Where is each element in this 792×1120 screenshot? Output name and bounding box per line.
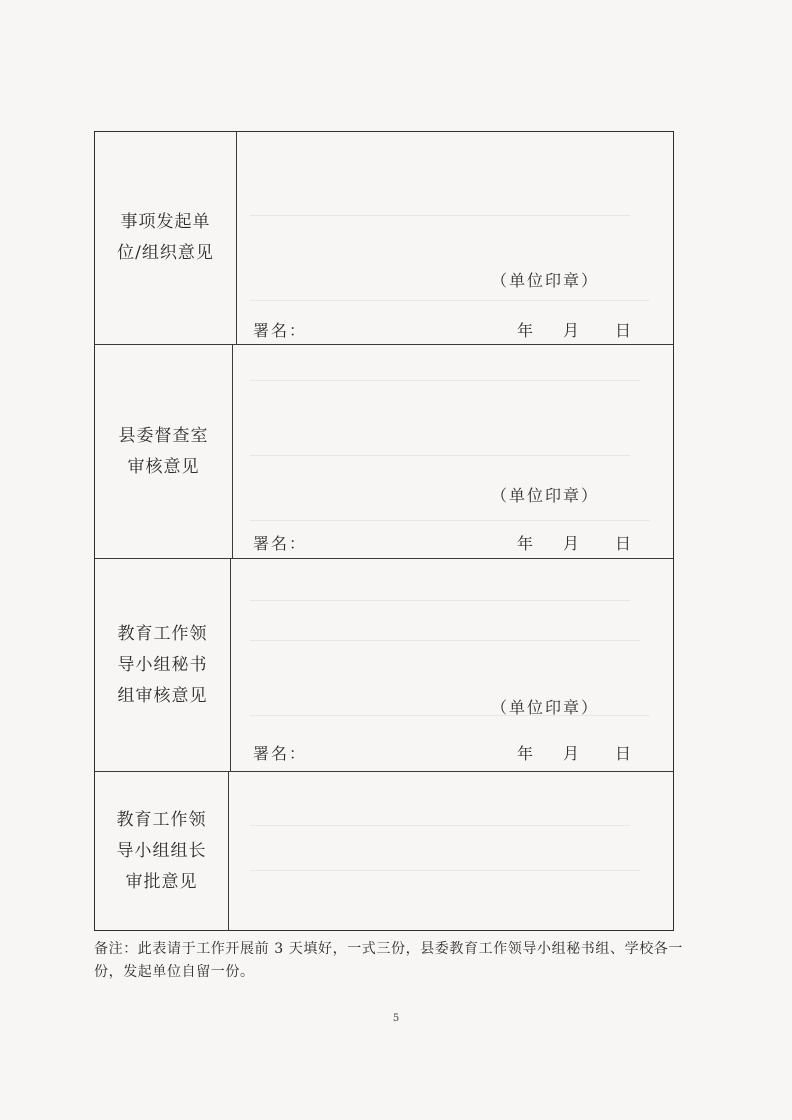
form-row-supervision bbox=[95, 344, 673, 558]
date-day-label: 日 bbox=[615, 744, 632, 763]
date-month-label: 月 bbox=[563, 321, 580, 340]
unit-seal-label: （单位印章） bbox=[491, 486, 600, 505]
date-year-label: 年 bbox=[517, 321, 534, 340]
signature-label: 署名： bbox=[253, 744, 308, 763]
approval-form-table bbox=[94, 131, 674, 931]
row-label: 县委督查室审核意见 bbox=[118, 425, 209, 477]
row-label-cell bbox=[95, 772, 229, 930]
unit-seal-label: （单位印章） bbox=[491, 271, 600, 290]
unit-seal-label: （单位印章） bbox=[491, 698, 600, 717]
date-month-label: 月 bbox=[563, 534, 580, 553]
row-label: 事项发起单位/组织意见 bbox=[117, 212, 214, 263]
signature-label: 署名： bbox=[253, 321, 308, 340]
row-label-cell bbox=[95, 559, 231, 771]
date-month-label: 月 bbox=[563, 744, 580, 763]
page-number: 5 bbox=[392, 1013, 400, 1024]
form-row-initiator bbox=[95, 132, 673, 344]
form-row-secretariat bbox=[95, 558, 673, 771]
date-year-label: 年 bbox=[517, 744, 534, 763]
row-label-cell bbox=[95, 345, 233, 558]
signature-label: 署名： bbox=[253, 534, 308, 553]
date-day-label: 日 bbox=[615, 321, 632, 340]
row-label: 教育工作领导小组秘书组审核意见 bbox=[117, 623, 208, 706]
date-day-label: 日 bbox=[615, 534, 632, 553]
form-row-leader bbox=[95, 771, 673, 930]
row-label: 教育工作领导小组组长审批意见 bbox=[116, 809, 207, 892]
form-note: 备注：此表请于工作开展前 3 天填好，一式三份，县委教育工作领导小组秘书组、学校各一份，发起单位自留一份。 bbox=[94, 941, 684, 980]
row-label-cell bbox=[95, 132, 237, 344]
date-year-label: 年 bbox=[517, 534, 534, 553]
